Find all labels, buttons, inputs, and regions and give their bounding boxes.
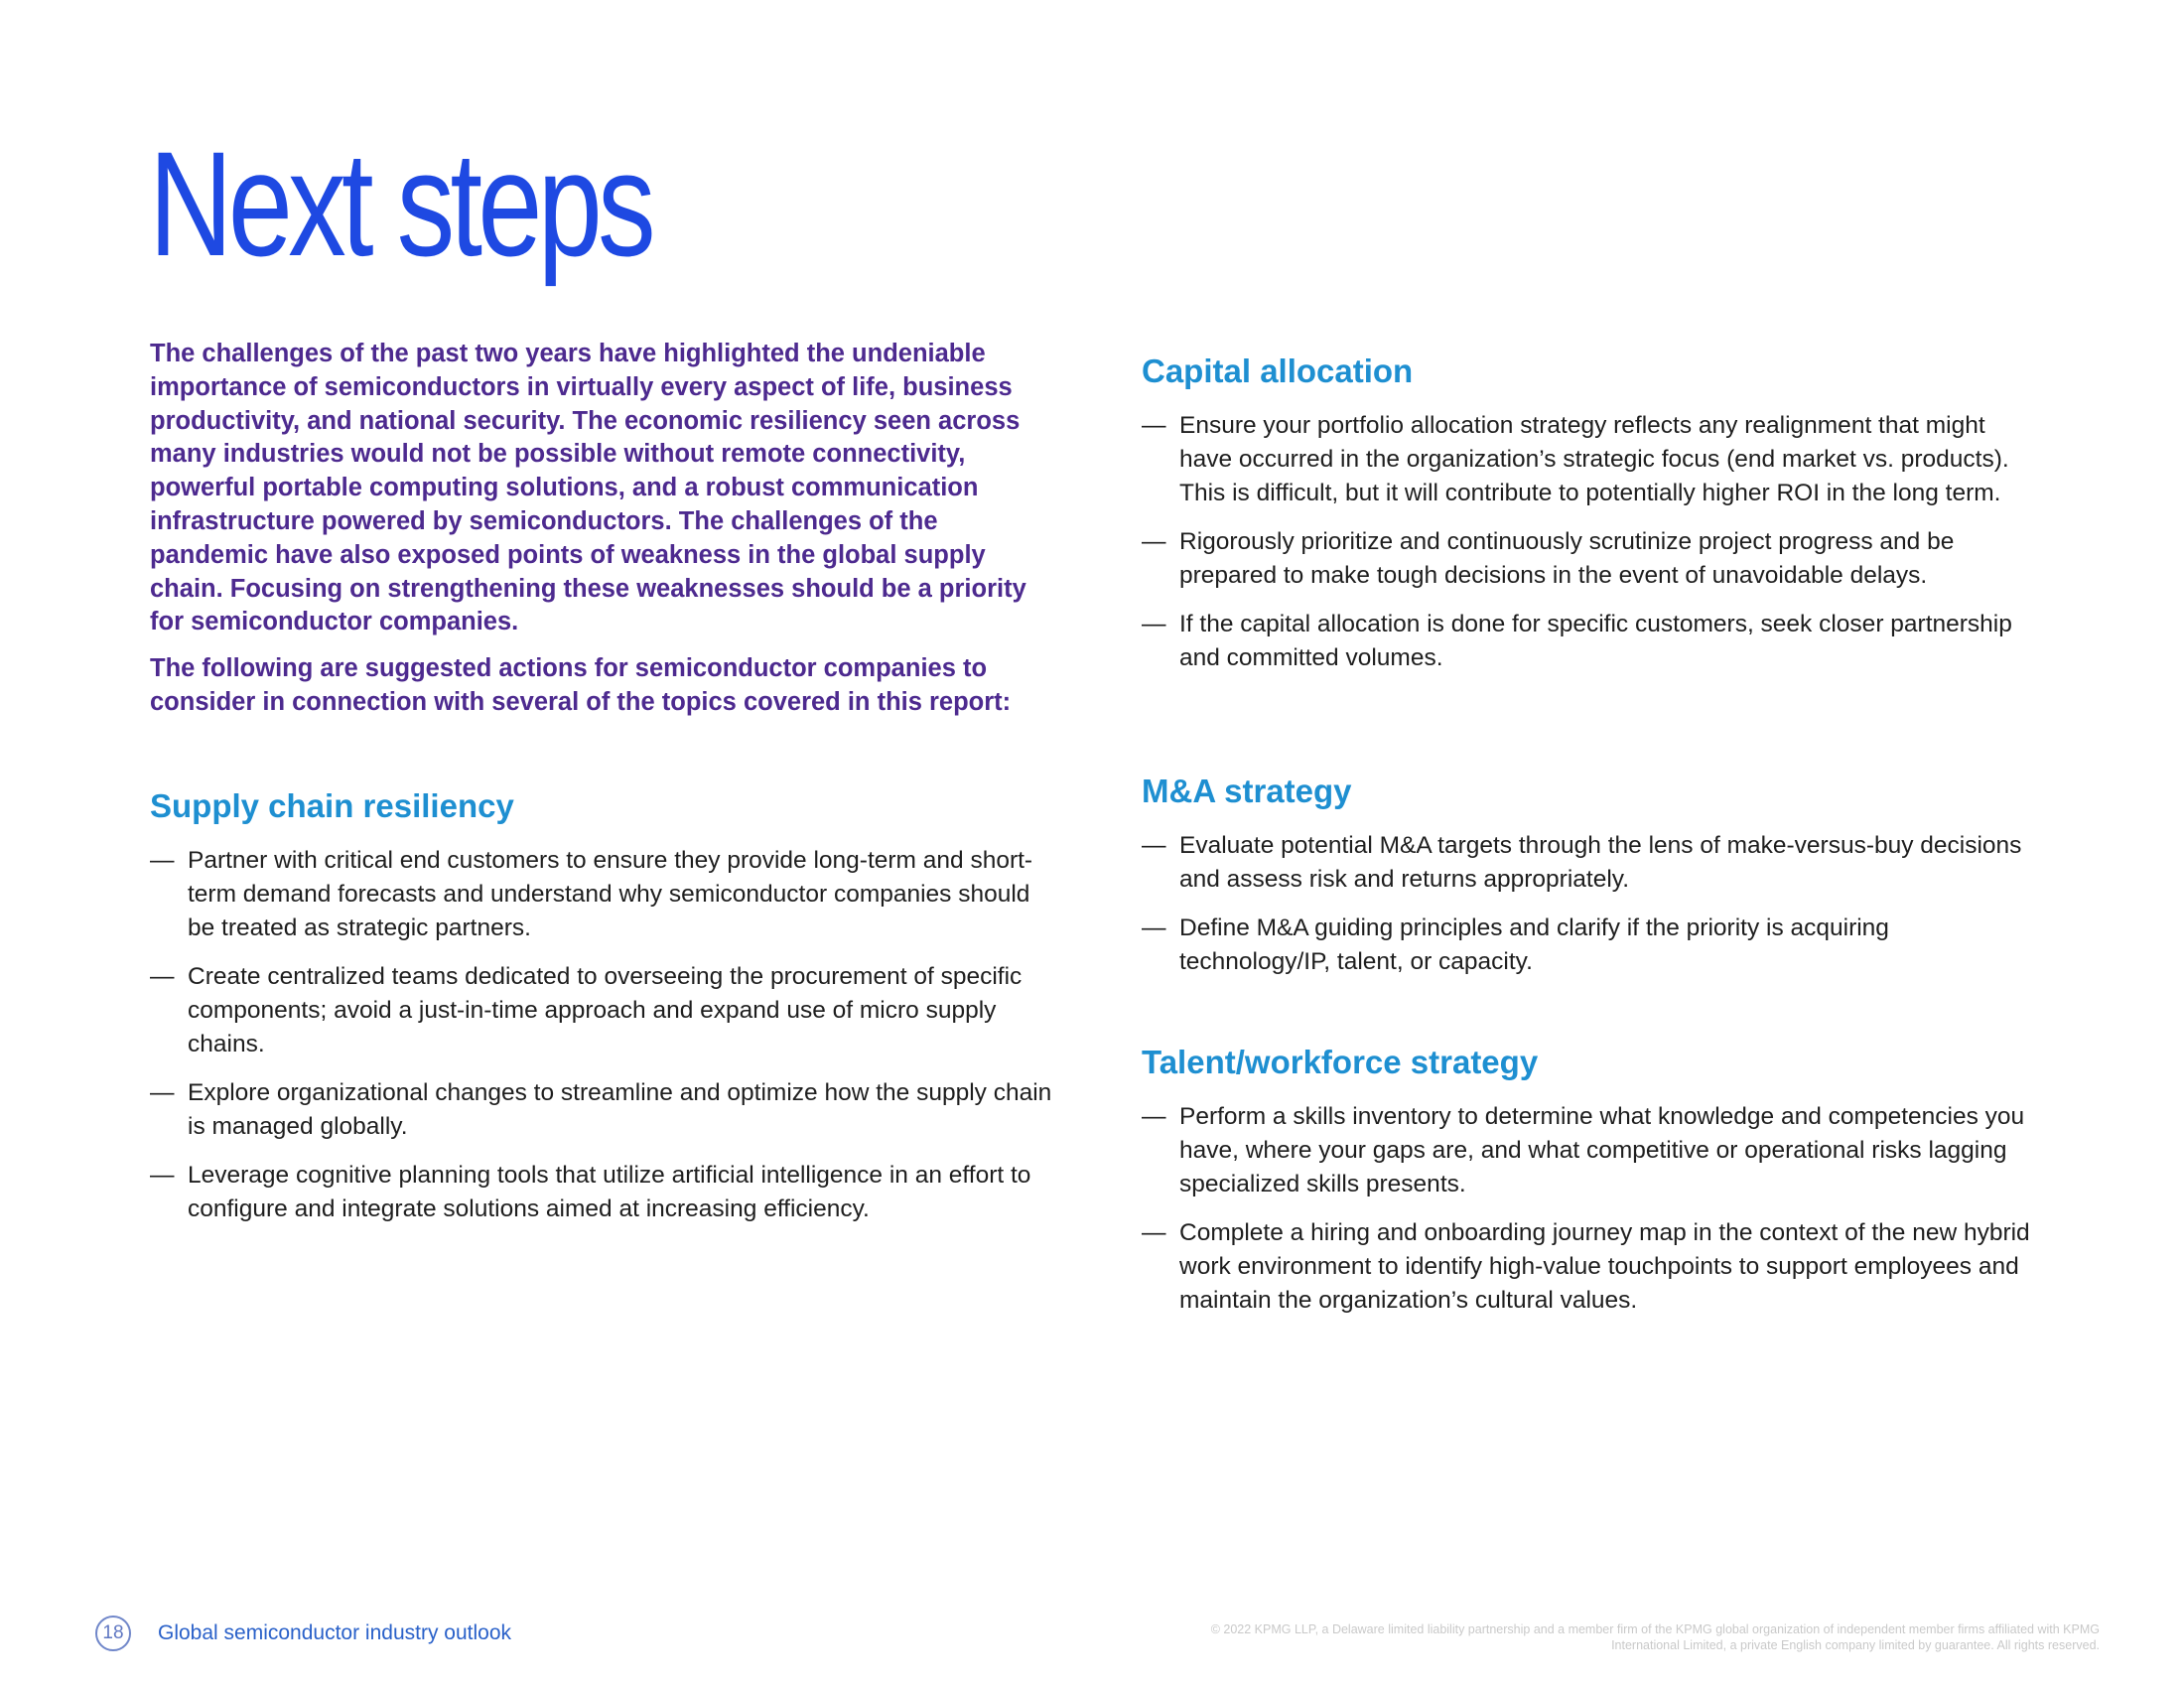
- dash-marker: —: [1142, 412, 1166, 439]
- dash-marker: —: [1142, 1219, 1166, 1246]
- talent-strategy-list: [1142, 1100, 2035, 1333]
- section-heading-supply-chain: Supply chain resiliency: [150, 787, 514, 824]
- ma-strategy-list: [1142, 829, 2035, 994]
- list-item-text: If the capital allocation is done for specific customers, seek closer partnership and committed volumes.: [1179, 611, 2012, 671]
- list-item-text: Partner with critical end customers to ensure they provide long-term and short-term demand forecasts and understand why semiconductor companies should be treated as strategic partners.: [188, 847, 1033, 941]
- section-heading-talent-strategy: Talent/workforce strategy: [1142, 1044, 1539, 1080]
- list-item: [1142, 608, 2035, 675]
- list-item: [1142, 1100, 2035, 1201]
- list-item: [150, 1159, 1053, 1226]
- dash-marker: —: [1142, 914, 1166, 941]
- list-item-text: Ensure your portfolio allocation strategy reflects any realignment that might have occurred in the organization’s strategic focus (end market vs. products). This is difficult, but it will contribute to potentially higher ROI in the long term.: [1179, 412, 2009, 506]
- page-number-badge: 18: [95, 1616, 131, 1651]
- list-item-text: Define M&A guiding principles and clarify if the priority is acquiring technology/IP, talent, or capacity.: [1179, 914, 1889, 975]
- dash-marker: —: [1142, 1103, 1166, 1130]
- list-item: [1142, 829, 2035, 897]
- intro-paragraph: The challenges of the past two years have highlighted the undeniable importance of semiconductors in virtually every aspect of life, business productivity, and national security. The economic resiliency seen across many industries would not be possible without remote connectivity, powerful portable computing solutions, and a robust communication infrastructure powered by semiconductors. The challenges of the pandemic have also exposed points of weakness in the global supply chain. Focusing on strengthening these weaknesses should be a priority for semiconductor companies.: [150, 340, 1026, 636]
- list-item: [1142, 912, 2035, 979]
- footer-report-title: Global semiconductor industry outlook: [158, 1621, 512, 1644]
- list-item-text: Perform a skills inventory to determine what knowledge and competencies you have, where your gaps are, and what competitive or operational risks lagging specialized skills presents.: [1179, 1103, 2025, 1197]
- section-heading-ma-strategy: M&A strategy: [1142, 773, 1352, 809]
- dash-marker: —: [1142, 832, 1166, 859]
- list-item-text: Explore organizational changes to streamline and optimize how the supply chain is managed globally.: [188, 1079, 1052, 1140]
- footer-legal-notice: © 2022 KPMG LLP, a Delaware limited liability partnership and a member firm of the KPMG global organization of independent member firms affiliated with KPMG International Limited, a private English company limited by guarantee. All rights reserved.: [1210, 1622, 2100, 1652]
- list-item: [1142, 525, 2035, 593]
- list-item-text: Rigorously prioritize and continuously scrutinize project progress and be prepared to make tough decisions in the event of unavoidable delays.: [1179, 528, 1955, 589]
- list-item: [1142, 409, 2035, 510]
- list-item: [150, 844, 1053, 945]
- dash-marker: —: [1142, 611, 1166, 637]
- list-item-text: Leverage cognitive planning tools that utilize artificial intelligence in an effort to configure and integrate solutions aimed at increasing efficiency.: [188, 1162, 1031, 1222]
- dash-marker: —: [1142, 528, 1166, 555]
- list-item: [1142, 1216, 2035, 1318]
- list-item-text: Create centralized teams dedicated to overseeing the procurement of specific components; avoid a just-in-time approach and expand use of micro supply chains.: [188, 963, 1023, 1057]
- supply-chain-list: [150, 844, 1053, 1241]
- dash-marker: —: [150, 963, 175, 990]
- dash-marker: —: [150, 1162, 175, 1189]
- intro-paragraph-actions: The following are suggested actions for semiconductor companies to consider in connection with several of the topics covered in this report:: [150, 654, 1012, 716]
- page-title: Next steps: [149, 120, 651, 287]
- list-item: [150, 1076, 1053, 1144]
- capital-allocation-list: [1142, 409, 2035, 690]
- dash-marker: —: [150, 847, 175, 874]
- list-item-text: Evaluate potential M&A targets through the lens of make-versus-buy decisions and assess risk and returns appropriately.: [1179, 832, 2022, 893]
- list-item-text: Complete a hiring and onboarding journey map in the context of the new hybrid work environment to identify high-value touchpoints to support employees and maintain the organization’s cultural values.: [1179, 1219, 2030, 1314]
- dash-marker: —: [150, 1079, 175, 1106]
- list-item: [150, 960, 1053, 1061]
- section-heading-capital-allocation: Capital allocation: [1142, 352, 1414, 389]
